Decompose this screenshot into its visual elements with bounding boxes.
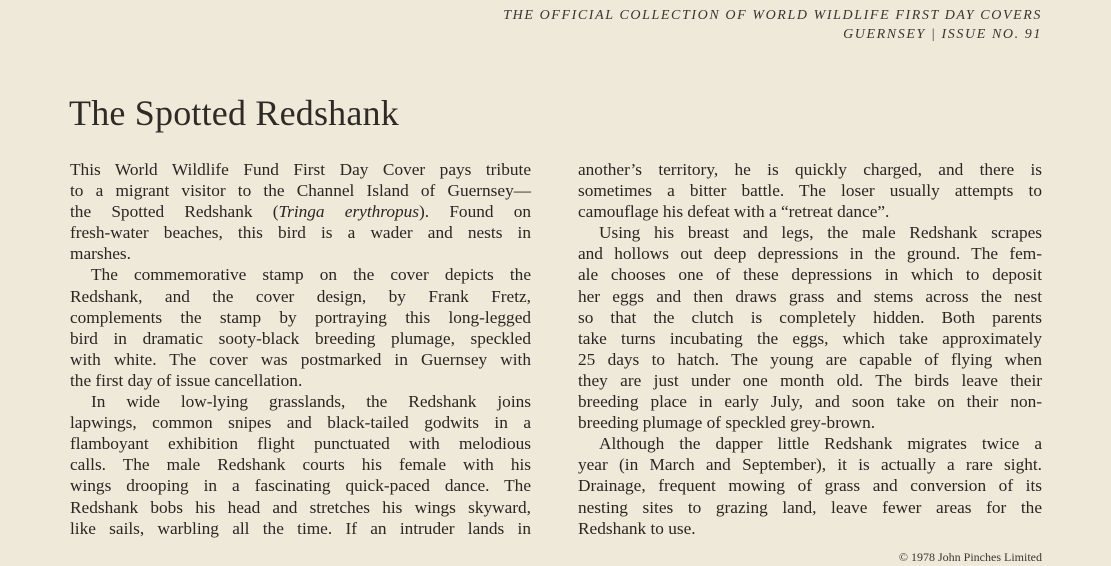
collection-header: THE OFFICIAL COLLECTION OF WORLD WILDLIFE FIRST DAY COVERS — [503, 8, 1042, 23]
text-segment: marshes. — [70, 244, 131, 264]
text-segment: In wide low-lying grasslands, the Redshank joins — [91, 392, 531, 412]
text-segment: Although the dapper little Redshank migrates twice a — [599, 434, 1042, 454]
text-line — [578, 454, 1042, 475]
text-line — [578, 497, 1042, 518]
text-line — [578, 349, 1042, 370]
text-line — [70, 159, 531, 180]
text-line — [578, 159, 1042, 180]
text-segment: complements the stamp by portraying this long-legged — [70, 307, 531, 327]
text-segment: wings drooping in a fascinating quick-paced dance. The — [70, 476, 531, 496]
text-line — [70, 518, 531, 539]
text-segment: The commemorative stamp on the cover depicts the — [91, 265, 531, 285]
text-line — [70, 264, 531, 285]
text-segment: nesting sites to grazing land, leave fewer areas for the — [578, 497, 1042, 517]
text-line — [578, 518, 1042, 539]
text-segment: the first day of issue cancellation. — [70, 370, 303, 390]
article-column-left — [70, 159, 531, 539]
text-segment: the Spotted Redshank ( — [70, 202, 279, 222]
text-segment: like sails, warbling all the time. If an intruder lands in — [70, 518, 531, 538]
text-line — [578, 370, 1042, 391]
text-line — [70, 454, 531, 475]
text-segment: Redshank bobs his head and stretches his wings skyward, — [70, 497, 531, 517]
text-line — [578, 286, 1042, 307]
text-line — [70, 412, 531, 433]
text-segment: Using his breast and legs, the male Redshank scrapes — [599, 223, 1042, 243]
issue-header: GUERNSEY | ISSUE NO. 91 — [843, 27, 1042, 42]
text-line — [578, 433, 1042, 454]
text-segment: sometimes a bitter battle. The loser usually attempts to — [578, 181, 1042, 201]
text-segment: her eggs and then draws grass and stems across the nest — [578, 286, 1042, 306]
scientific-name: Tringa erythropus — [278, 202, 420, 222]
text-line — [578, 180, 1042, 201]
text-line — [70, 391, 531, 412]
text-line — [578, 222, 1042, 243]
text-segment: 25 days to hatch. The young are capable of flying when — [578, 349, 1042, 369]
text-line — [578, 475, 1042, 496]
text-line — [578, 264, 1042, 285]
text-line — [70, 201, 531, 222]
text-segment: with white. The cover was postmarked in Guernsey with — [70, 349, 531, 369]
text-segment: take turns incubating the eggs, which take approximately — [578, 328, 1042, 348]
text-line — [578, 328, 1042, 349]
text-line — [578, 307, 1042, 328]
text-segment: another’s territory, he is quickly charged, and there is — [578, 160, 1042, 179]
text-line — [70, 328, 531, 349]
text-segment: fresh-water beaches, this bird is a wader and nests in — [70, 223, 531, 243]
text-segment: to a migrant visitor to the Channel Island of Guernsey— — [70, 181, 531, 201]
article-column-right — [578, 159, 1042, 539]
text-segment: flamboyant exhibition flight punctuated with melodious — [70, 434, 531, 454]
text-segment: Redshank to use. — [578, 518, 696, 538]
text-segment: ale chooses one of these depressions in which to deposit — [578, 265, 1042, 285]
text-line — [70, 349, 531, 370]
text-segment: breeding place in early July, and soon take on their non- — [578, 392, 1042, 412]
text-segment: camouflage his defeat with a “retreat dance”. — [578, 202, 890, 222]
text-line — [70, 286, 531, 307]
text-line — [70, 370, 531, 391]
text-segment: they are just under one month old. The birds leave their — [578, 370, 1042, 390]
text-segment: This World Wildlife Fund First Day Cover pays tribute — [70, 160, 531, 179]
text-segment: Redshank, and the cover design, by Frank Fretz, — [70, 286, 531, 306]
text-line — [70, 475, 531, 496]
text-line — [578, 391, 1042, 412]
text-segment: breeding plumage of speckled grey-brown. — [578, 413, 876, 433]
text-segment: lapwings, common snipes and black-tailed godwits in a — [70, 413, 531, 433]
text-segment: Drainage, frequent mowing of grass and conversion of its — [578, 476, 1042, 496]
text-segment: and hollows out deep depressions in the ground. The fem- — [578, 244, 1042, 264]
text-line — [578, 243, 1042, 264]
copyright-notice: © 1978 John Pinches Limited — [898, 550, 1042, 564]
text-line — [70, 497, 531, 518]
text-line — [70, 433, 531, 454]
text-segment: bird in dramatic sooty-black breeding plumage, speckled — [70, 328, 531, 348]
text-segment: so that the clutch is completely hidden. Both parents — [578, 307, 1042, 327]
text-line — [578, 201, 1042, 222]
text-line — [70, 222, 531, 243]
text-line — [70, 307, 531, 328]
text-segment: calls. The male Redshank courts his female with his — [70, 455, 531, 475]
page-title: The Spotted Redshank — [69, 93, 399, 133]
text-line — [70, 180, 531, 201]
text-line — [70, 243, 531, 264]
text-segment: year (in March and September), it is actually a rare sight. — [578, 455, 1042, 475]
text-line — [578, 412, 1042, 433]
text-segment: ). Found on — [419, 202, 531, 222]
